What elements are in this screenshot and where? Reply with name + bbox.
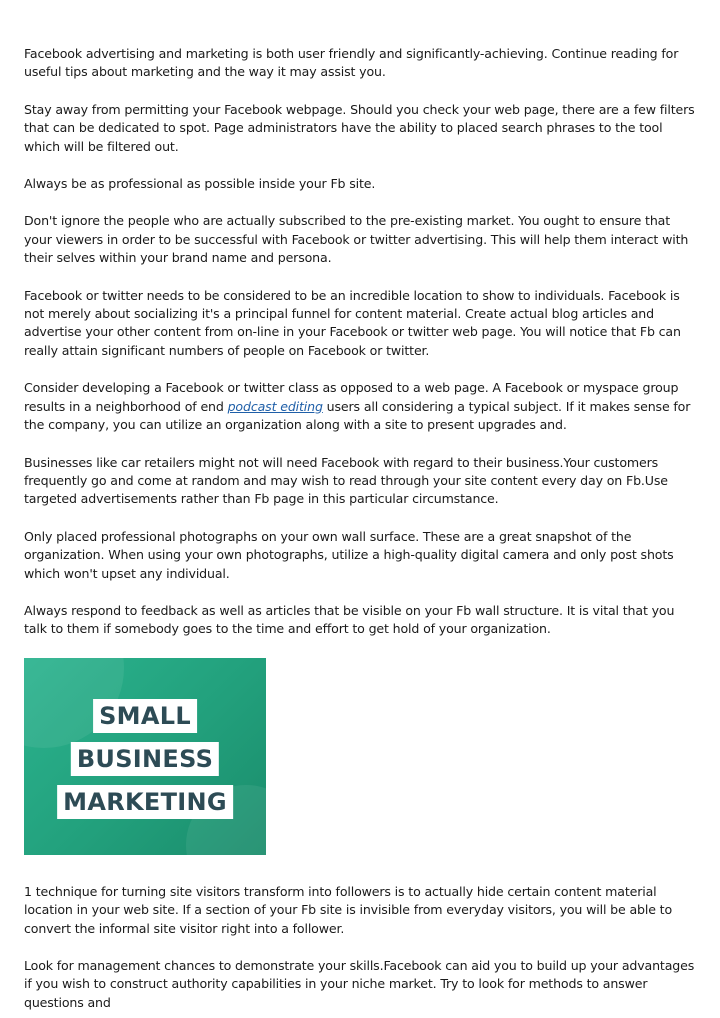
- podcast-editing-link[interactable]: podcast editing: [227, 398, 323, 414]
- banner-line-marketing: MARKETING: [57, 785, 233, 819]
- banner-line-business: BUSINESS: [71, 742, 219, 776]
- paragraph-hide-content: 1 technique for turning site visitors transform into followers is to actually hide certain content material location in your web site. If a section of your Fb site is invisible from everyday visitors, you will be able to convert the informal site visitor right into a follower.: [24, 883, 673, 936]
- paragraph-filters: Stay away from permitting your Facebook webpage. Should you check your web page, there are a few filters that can be dedicated to spot. Page administrators have the ability to placed search phrases to the tool which will be filtered out.: [24, 101, 695, 154]
- paragraph-group-text-before: Consider developing a Facebook or twitter class as opposed to a web page. A Facebook or myspace group results in a neighborhood of end: [24, 380, 679, 414]
- small-business-marketing-image: [24, 658, 266, 855]
- paragraph-photographs: Only placed professional photographs on your own wall surface. These are a great snapshot of the organization. When using your own photographs, utilize a high-quality digital camera and only post shots which won't upset any individual.: [24, 528, 674, 581]
- paragraph-intro: Facebook advertising and marketing is both user friendly and significantly-achieving. Continue reading for useful tips about marketing and the way it may assist you.: [24, 46, 679, 80]
- paragraph-group: [24, 379, 696, 434]
- paragraph-leadership: Look for management chances to demonstrate your skills.Facebook can aid you to build up your advantages if you wish to construct authority capabilities in your niche market. Try to look for methods to answer questions and: [24, 957, 695, 1010]
- paragraph-car-retailers: Businesses like car retailers might not will need Facebook with regard to their business.Your customers frequently go and come at random and may wish to read through your site content every day on Fb.Use targeted advertisements rather than Fb page in this particular circumstance.: [24, 454, 668, 507]
- banner-line-small: SMALL: [93, 699, 197, 733]
- paragraph-subscribers: Don't ignore the people who are actually subscribed to the pre-existing market. You ought to ensure that your viewers in order to be successful with Facebook or twitter advertising. This will help them interact with their selves within your brand name and persona.: [24, 213, 689, 266]
- paragraph-feedback: Always respond to feedback as well as articles that be visible on your Fb wall structure. It is vital that you talk to them if somebody goes to the time and effort to get hold of your organization.: [24, 602, 675, 637]
- paragraph-professional: Always be as professional as possible inside your Fb site.: [24, 176, 376, 192]
- paragraph-funnel: Facebook or twitter needs to be considered to be an incredible location to show to individuals. Facebook is not merely about socializing it's a principal funnel for content material. Create actual blog articles and advertise your other content from on-line in your Facebook or twitter web page. You will notice that Fb can really attain significant numbers of people on Facebook or twitter.: [24, 287, 681, 358]
- paragraph-group-text-after: users all considering a typical subject. If it makes sense for the company, you can utilize an organization along with a site to present upgrades and.: [24, 398, 691, 433]
